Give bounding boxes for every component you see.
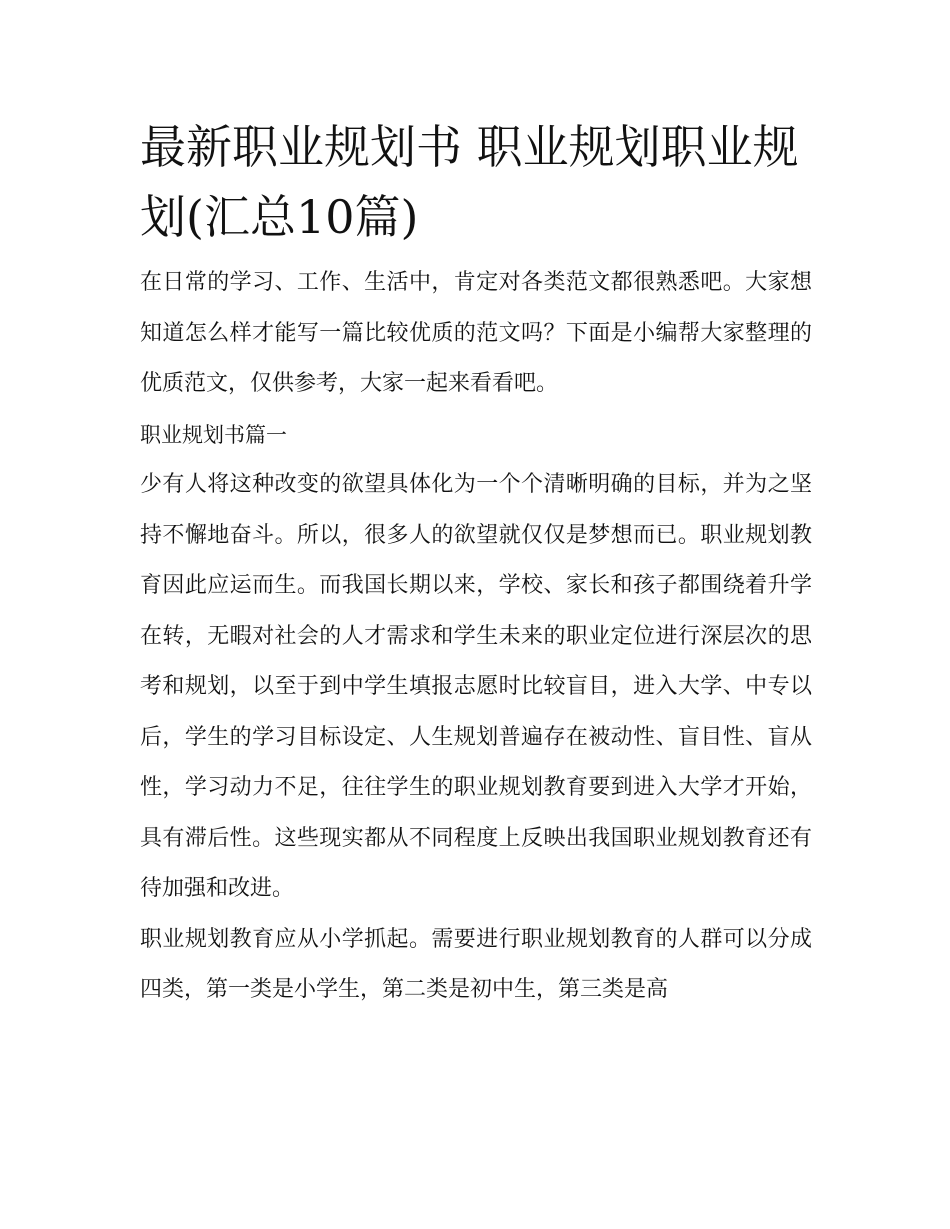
body-paragraph-2: 职业规划教育应从小学抓起。需要进行职业规划教育的人群可以分成四类，第一类是小学生，第二类是初中生，第三类是高 xyxy=(140,926,812,1002)
document-body xyxy=(140,112,812,1016)
intro-paragraph: 在日常的学习、工作、生活中，肯定对各类范文都很熟悉吧。大家想知道怎么样才能写一篇比较优质的范文吗？下面是小编帮大家整理的优质范文，仅供参考，大家一起来看看吧。 xyxy=(140,270,812,396)
body-paragraph-1: 少有人将这种改变的欲望具体化为一个个清晰明确的目标，并为之坚持不懈地奋斗。所以，很多人的欲望就仅仅是梦想而已。职业规划教育因此应运而生。而我国长期以来，学校、家长和孩子都围绕着升学在转，无暇对社会的人才需求和学生未来的职业定位进行深层次的思考和规划，以至于到中学生填报志愿时比较盲目，进入大学、中专以后，学生的学习目标设定、人生规划普遍存在被动性、盲目性、盲从性，学习动力不足，往往学生的职业规划教育要到进入大学才开始，具有滞后性。这些现实都从不同程度上反映出我国职业规划教育还有待加强和改进。 xyxy=(140,472,812,901)
section-heading: 职业规划书篇一 xyxy=(140,422,287,447)
document-title: 最新职业规划书 职业规划职业规划(汇总10篇) xyxy=(140,120,799,244)
